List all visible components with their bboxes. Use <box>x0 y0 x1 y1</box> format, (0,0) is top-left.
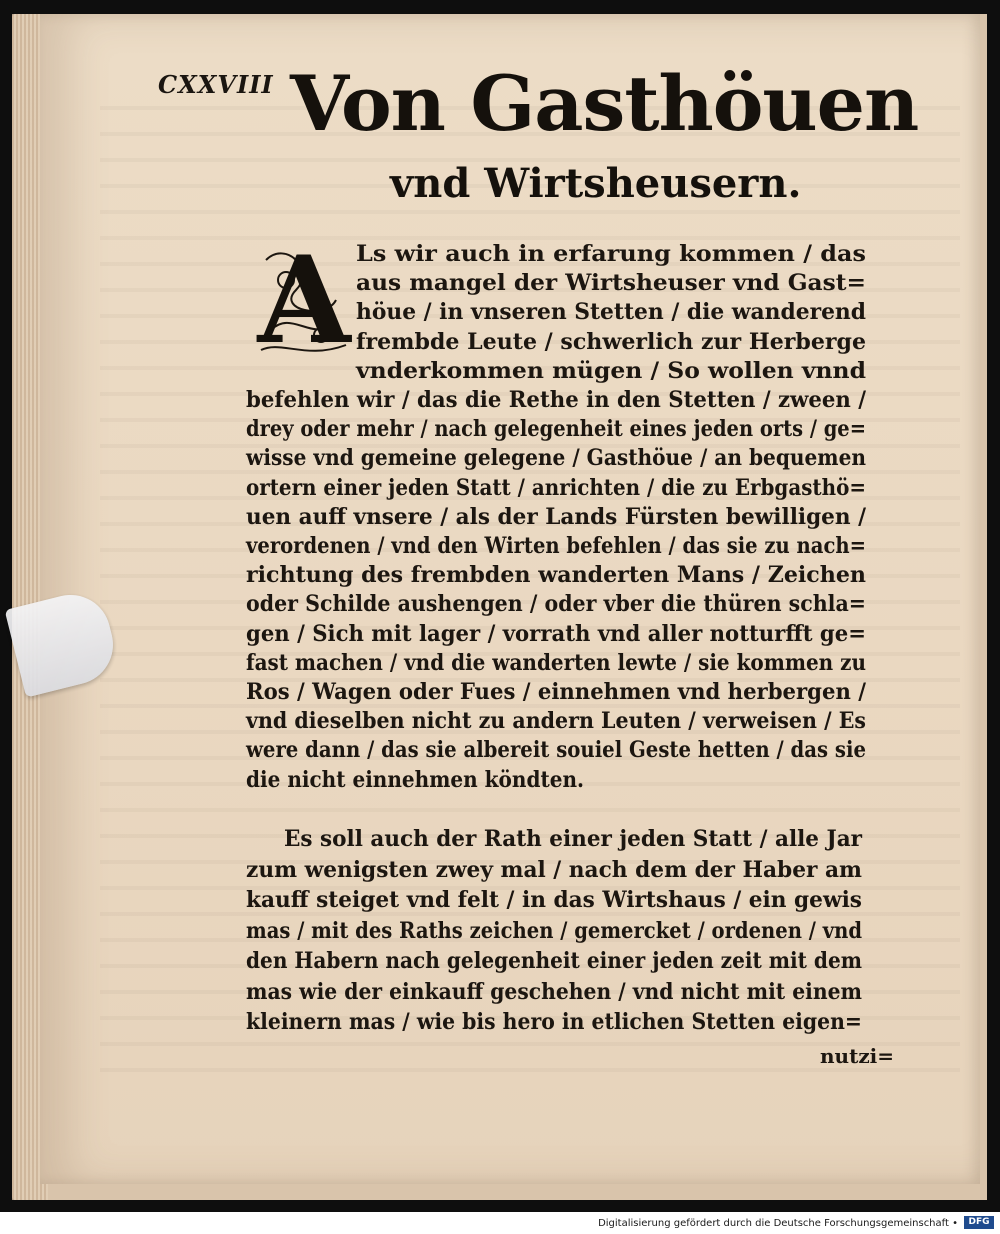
text-line: befehlen wir / das die Rethe in den Stetten / zween / <box>246 387 866 413</box>
text-line: die nicht einnehmen köndten. <box>246 766 584 793</box>
text-line: mas / mit des Raths zeichen / gemercket / ordenen / vnd <box>246 917 862 944</box>
text-line: drey oder mehr / nach gelegenheit eines jeden orts / ge= <box>246 416 866 443</box>
text-line: richtung des frembden wanderten Mans / Zeichen <box>246 562 866 589</box>
text-line: höue / in vnseren Stetten / die wanderend <box>356 299 866 326</box>
text-line: kleinern mas / wie bis hero in etlichen Stetten eigen= <box>246 1009 862 1035</box>
text-line: were dann / das sie albereit souiel Geste hetten / das sie <box>246 737 866 764</box>
text-line: gen / Sich mit lager / vorrath vnd aller notturfft ge= <box>246 620 866 647</box>
text-line: vnderkommen mügen / So wollen vnnd <box>356 357 866 384</box>
text-line: oder Schilde aushengen / oder vber die thüren schla= <box>246 591 866 618</box>
text-line: Ros / Wagen oder Fues / einnehmen vnd herbergen / <box>246 679 866 705</box>
footer-text: Digitalisierung gefördert durch die Deutsche Forschungsgemeinschaft • <box>598 1218 958 1229</box>
page-subtitle: vnd Wirtsheusern. <box>390 160 802 207</box>
page-title: Von Gasthöuen <box>290 59 919 148</box>
text-line: aus mangel der Wirtsheuser vnd Gast= <box>356 270 866 297</box>
catchword: nutzi= <box>820 1044 895 1068</box>
text-line: wisse vnd gemeine gelegene / Gasthöue / an bequemen <box>246 445 866 472</box>
text-line: zum wenigsten zwey mal / nach dem der Haber am <box>246 856 862 883</box>
text-line: verordenen / vnd den Wirten befehlen / das sie zu nach= <box>246 533 866 559</box>
footer-bar <box>0 1212 1000 1234</box>
dfg-logo: DFG <box>964 1216 994 1229</box>
text-line: Es soll auch der Rath einer jeden Statt / alle Jar <box>284 826 862 852</box>
text-line: uen auff vnsere / als der Lands Fürsten bewilligen / <box>246 503 866 530</box>
text-line: den Habern nach gelegenheit einer jeden zeit mit dem <box>246 948 862 974</box>
text-line: frembde Leute / schwerlich zur Herberge <box>356 328 866 355</box>
text-line: fast machen / vnd die wanderten lewte / sie kommen zu <box>246 649 866 676</box>
text-line: vnd dieselben nicht zu andern Leuten / verweisen / Es <box>246 708 866 735</box>
text-line: ortern einer jeden Statt / anrichten / die zu Erbgasthö= <box>246 474 866 501</box>
text-line: kauff steiget vnd felt / in das Wirtshaus / ein gewis <box>246 887 862 913</box>
text-line: mas wie der einkauff geschehen / vnd nicht mit einem <box>246 978 862 1005</box>
page-number: CXXVIII <box>158 70 274 99</box>
text-line: Ls wir auch in erfarung kommen / das <box>356 241 866 267</box>
drop-initial: A <box>257 230 351 371</box>
